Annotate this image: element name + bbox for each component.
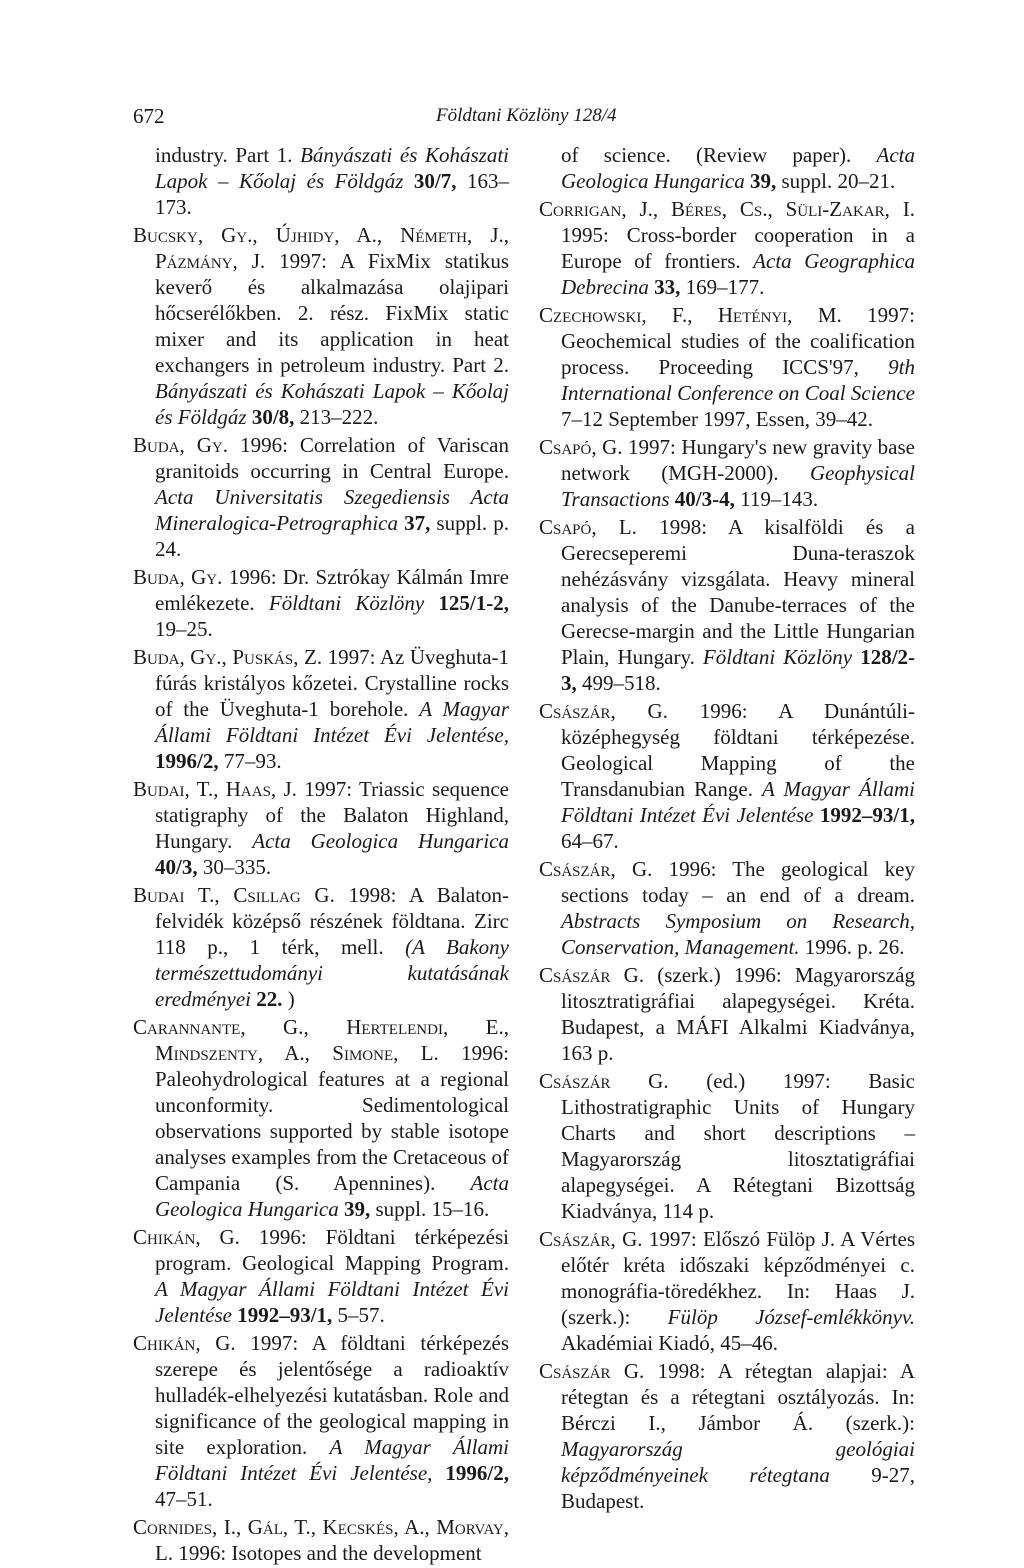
- reference-authors: Chikán, G.: [133, 1331, 236, 1355]
- reference-pages: 119–143.: [740, 487, 819, 511]
- reference-authors: Buda, Gy.: [133, 565, 223, 589]
- reference-text: 1997: A FixMix statikus keverő és alkalmazása olajipari hőcserélőkben. 2. rész. FixMix static mixer and its application in heat exchangers in petroleum industry. Part 2.: [155, 249, 510, 377]
- reference-entry: [539, 856, 915, 960]
- reference-volume: 40/3-4,: [674, 487, 735, 511]
- reference-authors: Császár, G.: [539, 699, 668, 723]
- reference-entry: [133, 1224, 509, 1328]
- reference-pages: suppl. 15–16.: [375, 1197, 490, 1221]
- reference-pages: suppl. p. 24.: [155, 511, 510, 561]
- reference-journal: A Magyar Állami Földtani Intézet Évi Jelentése: [155, 1277, 509, 1327]
- reference-authors: Czechowski, F., Hetényi, M.: [539, 303, 842, 327]
- reference-authors: Buda, Gy.: [133, 433, 229, 457]
- reference-journal: Bányászati és Kohászati Lapok – Kőolaj és Földgáz: [155, 379, 509, 429]
- reference-volume: 37,: [404, 511, 431, 535]
- reference-entry: [133, 776, 509, 880]
- reference-text: 1997: Az Üveghuta-1 fúrás kristályos kőzetei. Crystalline rocks of the Üveghuta-1 borehole.: [155, 645, 510, 721]
- reference-volume: 30/8,: [251, 405, 295, 429]
- reference-volume: 22.: [256, 987, 283, 1011]
- reference-journal: A Magyar Állami Földtani Intézet Évi Jelentése,: [155, 1435, 509, 1485]
- reference-entry: [133, 432, 509, 562]
- reference-volume: 40/3,: [155, 855, 198, 879]
- reference-entry: [539, 196, 915, 300]
- reference-pages: 7–12 September 1997, Essen, 39–42.: [561, 407, 874, 431]
- reference-volume: 33,: [654, 275, 681, 299]
- reference-journal: 9th International Conference on Coal Science: [561, 355, 916, 405]
- reference-authors: Cornides, I., Gál, T., Kecskés, A., Morvay, L.: [133, 1515, 509, 1565]
- reference-pages: 19–25.: [155, 617, 213, 641]
- reference-authors: Bucsky, Gy., Újhidy, A., Németh, J., Pázmány, J.: [133, 223, 509, 273]
- reference-text: (szerk.) 1996: Magyarország litosztratigráfiai alapegységei. Kréta. Budapest, a MÁFI Alkalmi Kiadványa, 163 p.: [561, 963, 915, 1065]
- reference-entry: [539, 962, 915, 1066]
- reference-entry: [133, 1330, 509, 1512]
- reference-volume: 39,: [749, 169, 777, 193]
- reference-volume: 128/2-3,: [561, 645, 916, 695]
- reference-pages: 5–57.: [337, 1303, 385, 1327]
- reference-text: (ed.) 1997: Basic Lithostratigraphic Units of Hungary Charts and short descriptions – Magyarország litosztatigráfiai alapegységei. A Rétegtani Bizottság Kiadványa, 114 p.: [561, 1069, 915, 1223]
- reference-journal: Földtani Közlöny: [268, 591, 425, 615]
- reference-journal: Bányászati és Kohászati Lapok – Kőolaj és Földgáz: [155, 143, 509, 193]
- reference-text: 1997: Előszó Fülöp J. A Vértes előtér kréta időszaki képződményei c. monográfia-töredékhez. In: Haas J. (szerk.):: [561, 1227, 916, 1329]
- reference-text: 1996: Correlation of Variscan granitoids occurring in Central Europe.: [155, 433, 510, 483]
- reference-entry: [539, 1358, 915, 1514]
- reference-journal: Magyarország geológiai képződményeinek rétegtana: [561, 1437, 915, 1487]
- reference-entry: [539, 514, 915, 696]
- reference-journal: Acta Geographica Debrecina: [561, 249, 916, 299]
- reference-pages: Akadémiai Kiadó, 45–46.: [561, 1331, 778, 1355]
- right-column: [539, 142, 915, 1516]
- reference-authors: Chikán, G.: [133, 1225, 240, 1249]
- reference-pages: 64–67.: [561, 829, 619, 853]
- reference-pages: suppl. 20–21.: [781, 169, 896, 193]
- reference-pages: 9-27, Budapest.: [561, 1463, 915, 1513]
- reference-volume: 1992–93/1,: [237, 1303, 333, 1327]
- reference-text: 1997: A földtani térképezés szerepe és jelentősége a radioaktív hulladék-elhelyezési kutatásban. Role and significance of the geological mapping in site exploration.: [155, 1331, 510, 1459]
- reference-text: 1996: A Dunántúli-középhegység földtani térképezése. Geological Mapping of the Transdanubian Range.: [561, 699, 915, 801]
- reference-text: 1998: A Balaton-felvidék középső részének földtana. Zirc 118 p., 1 térk, mell.: [155, 883, 510, 959]
- reference-entry: [133, 644, 509, 774]
- reference-authors: Carannante, G., Hertelendi, E., Mindszenty, A., Simone, L.: [133, 1015, 509, 1065]
- reference-text: 1997: Triassic sequence statigraphy of the Balaton Highland, Hungary.: [155, 777, 510, 853]
- reference-entry: [133, 1514, 509, 1566]
- reference-journal: A Magyar Állami Földtani Intézet Évi Jelentése,: [155, 697, 509, 747]
- reference-pages: 499–518.: [582, 671, 661, 695]
- reference-text: industry. Part 1.: [155, 143, 293, 167]
- reference-text: 1996: Paleohydrological features at a regional unconformity. Sedimentological observations supported by stable isotope analyses examples from the Cretaceous of Campania (S. Apennines).: [155, 1041, 509, 1195]
- reference-journal: Acta Geologica Hungarica: [155, 1171, 509, 1221]
- reference-text: 1995: Cross-border cooperation in a Europe of frontiers.: [561, 223, 915, 273]
- reference-authors: Császár, G.: [539, 857, 653, 881]
- reference-volume: 1996/2,: [445, 1461, 509, 1485]
- left-column: [133, 142, 509, 1568]
- reference-entry: [539, 434, 915, 512]
- reference-journal: Geophysical Transactions: [561, 461, 915, 511]
- reference-authors: Budai T., Csillag G.: [133, 883, 335, 907]
- reference-authors: Császár G.: [539, 1359, 645, 1383]
- reference-journal: (A Bakony természettudományi kutatásának eredményei: [155, 935, 509, 1011]
- reference-volume: 125/1-2,: [438, 591, 509, 615]
- reference-text: of science. (Review paper).: [561, 143, 852, 167]
- reference-volume: 1992–93/1,: [819, 803, 915, 827]
- reference-text: 1996: Isotopes and the development: [178, 1541, 482, 1565]
- reference-journal: Acta Geologica Hungarica: [252, 829, 509, 853]
- reference-entry: [133, 882, 509, 1012]
- reference-entry: [133, 1014, 509, 1222]
- reference-text: 1996: Dr. Sztrókay Kálmán Imre emlékezete.: [155, 565, 509, 615]
- reference-authors: Császár G.: [539, 963, 645, 987]
- reference-text: 1998: A kisalföldi és a Gerecseperemi Duna-teraszok nehézásvány vizsgálata. Heavy mineral analysis of the Danube-terraces of the Gerecse-margin and the Little Hungarian Plain, Hungary.: [561, 515, 915, 669]
- reference-pages: 1996. p. 26.: [804, 935, 905, 959]
- reference-entry: [539, 1068, 915, 1224]
- reference-journal: Acta Universitatis Szegediensis Acta Mineralogica-Petrographica: [155, 485, 509, 535]
- reference-pages: 77–93.: [223, 749, 282, 773]
- reference-journal: A Magyar Állami Földtani Intézet Évi Jelentése: [561, 777, 916, 827]
- reference-volume: 1996/2,: [155, 749, 219, 773]
- reference-text: 1998: A rétegtan alapjai: A rétegtan és a rétegtani osztályozás. In: Bérczi I., Jámbor Á. (szerk.):: [561, 1359, 915, 1435]
- reference-entry: [133, 564, 509, 642]
- reference-authors: Császár G.: [539, 1069, 669, 1093]
- reference-entry: [539, 302, 915, 432]
- reference-pages: 213–222.: [299, 405, 379, 429]
- reference-text: 1996: Földtani térképezési program. Geological Mapping Program.: [155, 1225, 510, 1275]
- reference-journal: Földtani Közlöny: [702, 645, 853, 669]
- reference-entry: [539, 142, 915, 194]
- running-title: Földtani Közlöny 128/4: [436, 105, 617, 126]
- reference-journal: Acta Geologica Hungarica: [561, 143, 916, 193]
- reference-authors: Csapó, G.: [539, 435, 623, 459]
- reference-pages: 169–177.: [685, 275, 765, 299]
- reference-authors: Csapó, L.: [539, 515, 637, 539]
- reference-pages: ): [287, 987, 295, 1011]
- page-number: 672: [133, 104, 165, 128]
- reference-authors: Corrigan, J., Béres, Cs., Süli-Zakar, I.: [539, 197, 915, 221]
- reference-pages: 47–51.: [155, 1487, 213, 1511]
- reference-entry: [133, 222, 509, 430]
- reference-entry: [133, 142, 509, 220]
- reference-journal: Fülöp József-emlékkönyv.: [667, 1305, 916, 1329]
- reference-volume: 30/7,: [413, 169, 457, 193]
- reference-volume: 39,: [343, 1197, 371, 1221]
- reference-text: 1997: Geochemical studies of the coalification process. Proceeding ICCS'97,: [561, 303, 915, 379]
- reference-pages: 30–335.: [202, 855, 272, 879]
- reference-authors: Buda, Gy., Puskás, Z.: [133, 645, 323, 669]
- reference-authors: Császár, G.: [539, 1227, 643, 1251]
- reference-text: 1997: Hungary's new gravity base network (MGH-2000).: [561, 435, 915, 485]
- reference-pages: 163–173.: [155, 169, 509, 219]
- reference-entry: [539, 1226, 915, 1356]
- reference-text: 1996: The geological key sections today – an end of a dream.: [561, 857, 915, 907]
- reference-authors: Budai, T., Haas, J.: [133, 777, 297, 801]
- reference-entry: [539, 698, 915, 854]
- reference-journal: Abstracts Symposium on Research, Conservation, Management.: [561, 909, 915, 959]
